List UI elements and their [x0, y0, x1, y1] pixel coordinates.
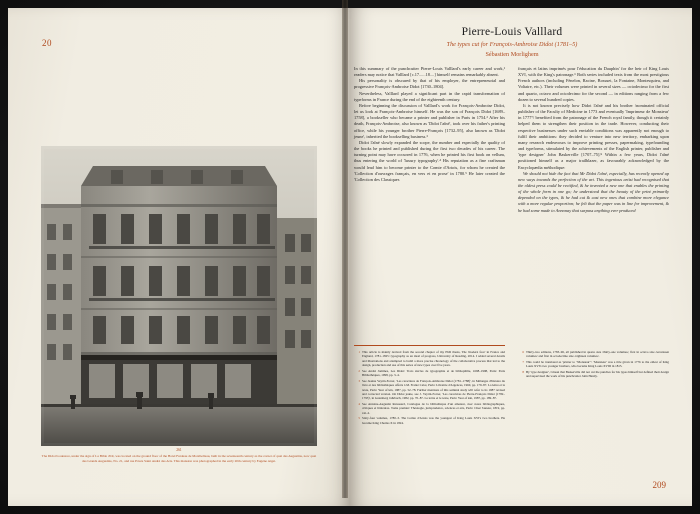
paragraph: It is not known precisely how Didot l'aîné and his brother /nominated official publisher of the Faculty of Medicine in 1773 and eventually 'Imprimeur de Monsieur' in 1777⁷/ benefited from the patronage of the French royal family, though it certainly helped them to strengthen their position in the trade. However, conducting their respective businesses under such enviable conditions was apparently not enough to fulfil their ambitions: they decided to venture into new territory, embarking upon many research endeavours to improve printing presses, papermaking, typefounding and typeforms, stimulated by the achievements of the English printer, publisher and 'type designer' John Baskerville [1707–75].⁸ Within a few years, Didot l'aîné positioned himself as a major trailblazer, as favourably acknowledged by the Encyclopædia méthodique:	[518, 102, 669, 170]
footnote-text: See André Jammes, Les Didot: Trois siècles de typographie et de bibliophilie, 1698–1998, Paris: Paris Bibliothèques, 1998, pp. 3–4.	[362, 368, 505, 378]
footnotes-column-2	[518, 350, 669, 426]
paragraph: Before beginning the discussion of Valllard's work for François-Ambroise Didot, let us look at François-Ambroise himself. He was the son of François Didot [1689–1758], a bookseller who became a printer and publisher in Paris in 1754.² After his death, François-Ambroise, also known as 'Didot l'aîné', took over his father's printing office, while his younger brother Pierre-François [1732–95], also known as 'Didot jeune', inherited the bookselling business.³	[354, 102, 505, 139]
body-column-1	[354, 66, 505, 341]
footnote-text: See Jeanne Veyrin-Forrer, 'Les caractères de François-Ambroise Didot (1781–1788)', in Mélanges d'histoire du livre et des bibliothèques offerts à M. Frantz Calot, Paris: Librairie d'Argences, 1960, pp. 179–87. La lettre et le texte, Paris: Year of kin, 1987, pp. 52–78. Further mentions of this seminal study will refer to its 1987 revised and corrected version. On Didot jeune, see J. Veyrin-Forrer, 'Les caractères de Pierre-François Didot (1782–1793)', in Gutenberg Jahrbuch, 1982, pp. 70–87. La lettre et le texte, Paris: Year of kin, 1987, pp. 189–87.	[362, 378, 505, 401]
footnote-text: This article is mainly derived from the second chapter of my PhD thesis, The 'modern face' in France and England, 1781–1825: typography as an ideal of progress, University of Reading, 2014. I added several details and illustrations and attempted to build a more precise chronology of the collaborative process that led to the design, production and use of this series of new types over five years.	[362, 350, 505, 368]
footnote-item	[354, 402, 505, 415]
footnote-item	[354, 379, 505, 401]
footnote-item	[354, 416, 505, 425]
footnote-text: See Antoine-Augustin Renouard, Catalogue de la bibliothèque d'un amateur, avec notes bibliographiques, critiques et littéraires. Tome premier: Théologie, jurisprudence, sciences et arts, Paris: Chez l'auteur, 1819, pp. xxi–2.	[362, 402, 505, 415]
photograph-didot-bookstore	[41, 146, 317, 446]
photo-caption: The Didot bookstore, under the sign of La Bible d'Or, was located on the ground floor of the Hotel Furdeau de Montbelleau, built in the seventeenth century as the corner of quai des Augustins, now quai des Grands Augustins, No. 21, and rue Pavée Saint André des Arts. This mansion was photographed in the early 20th century by Eugène Atget.	[41, 454, 317, 464]
article-subtitle: The types cut for François-Ambroise Didot (1781–5)	[446, 41, 578, 48]
article-title: Pierre-Louis Valllard	[461, 26, 563, 38]
footnote-number: 7	[522, 360, 524, 364]
left-page	[8, 8, 350, 506]
pull-quote: We should not hide the fact that Mr Didot l'aîné, especially, has recently opened up new ways towards the perfection of the art. This ingenious artist had recognised that the oldest press could be rectified, & he invented a new one that enables the printing of the whole form in one go; he understood that the beauty of the print primarily depended on the types, & he had cut & cast new ones that combine more elegance with a more regular proportion; he felt that the paper was in line for improvement, & he had some made to Annonay that surpass anything ever produced	[518, 170, 669, 213]
footnote-number: 1	[358, 350, 360, 354]
paragraph: français et latins imprimés pour l'éducation du Dauphin' for the heir of King Louis XVI, with the King's patronage.⁶ Both series included texts from the most prestigious French authors (including Fénelon, Racine, Bossuet, la Fontaine, Montesquieu, and Voltaire, etc.). Their volumes were printed in several sizes — octodecimo for the first and quarto, octavo and octodecimo for the second — in editions ranging from a few dozen to several hundred copies.	[518, 66, 669, 102]
footnote-text: Thirty-two editions, 1783–96, all published in quarto size /thirty-one volumes/, first in octavo size /seventeen volumes/ and first in octodecimo size /eighteen volumes/.	[526, 350, 669, 359]
footnote-rule	[354, 345, 505, 346]
article-author: Sébastien Morlighem	[485, 51, 539, 58]
paragraph: In this summary of the punchcutter Pierre-Louis Valllard's early career and work,¹ readers may notice that Valllard [c.17......18....] himself remains remarkably absent.	[354, 66, 505, 78]
body-column-2	[518, 66, 669, 341]
footnote-number: 3	[358, 378, 360, 383]
footnote-text: This could be translated as 'printer to "Monsieur"'. 'Monsieur' was a title given in 1776 to the eldest of King Louis XVI's two younger brothers, who became King Louis XVIII in 1815.	[526, 360, 669, 369]
footnote-item	[518, 360, 669, 369]
body-columns	[354, 66, 670, 341]
paragraph: Didot l'aîné slowly expanded the scope, the number and especially the quality of the books he printed and published during the first two decades of his career. The turning point may have occurred in 1776, when he printed his first book on vellum, thus entering the world of 'luxury typography'.⁴ His reputation as a fine craftsman would lead him to become printer to the Comte d'Artois, for whom he created the 'Collection d'ouvrages français, en vers et en prose' in 1780.⁵ He later created the 'Collection des Classiques	[354, 139, 505, 182]
left-folio: 20	[42, 38, 52, 48]
footnotes-column-1	[354, 350, 505, 426]
paragraph: His personality is obscured by that of his employer, the entrepreneurial and progressive François-Ambroise Didot [1730–1804].	[354, 78, 505, 90]
paragraph: Nevertheless, Valllard played a significant part in the rapid transformation of typeforms in France during the end of the eighteenth century.	[354, 90, 505, 102]
footnote-number: 5	[358, 416, 360, 421]
footnote-number: 8	[522, 370, 524, 374]
photo-illustration	[41, 146, 317, 446]
photo-caption-number: 261	[176, 448, 182, 452]
right-folio: 209	[652, 480, 666, 490]
footnote-item	[518, 370, 669, 379]
footnotes	[354, 350, 670, 426]
footnote-number: 2	[358, 368, 360, 373]
footnote-text: By 'type designer', I mean that Baskerville did not cut the punches for his types himself but defined their design and supervised the work of his punchcutter John Handy.	[526, 370, 669, 379]
footnote-number: 6	[522, 350, 524, 354]
footnote-item	[518, 350, 669, 359]
footnote-item	[354, 350, 505, 368]
footnote-item	[354, 369, 505, 378]
footnote-number: 4	[358, 402, 360, 407]
footnote-text: Sixty-four volumes, 1780–3. The Comte d'Artois was the youngest of King Louis XVI's two brothers. He became King Charles X in 1824.	[362, 416, 505, 425]
